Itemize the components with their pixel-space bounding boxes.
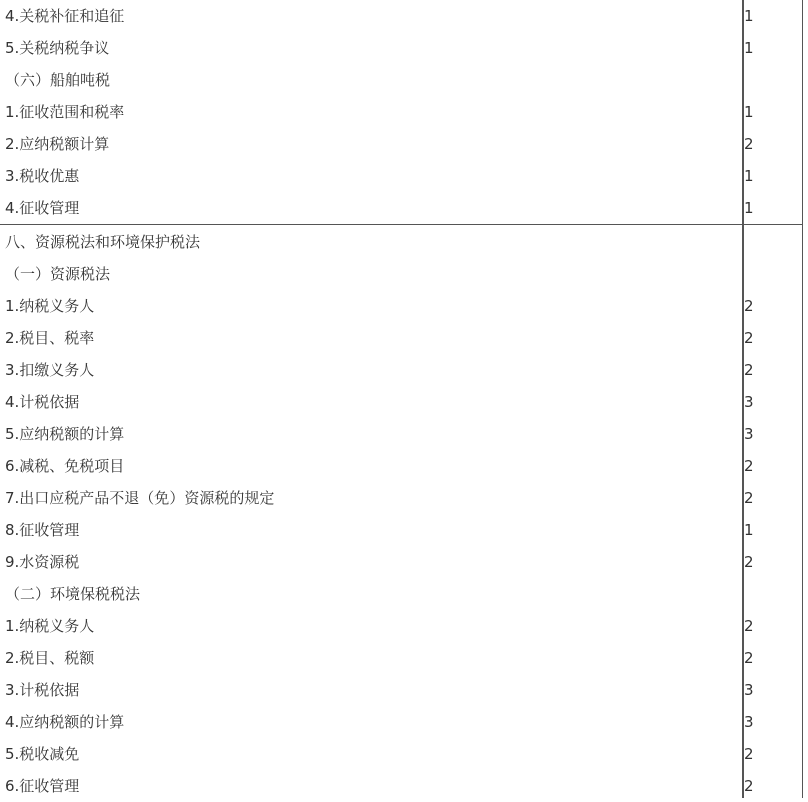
table-row xyxy=(0,0,808,32)
hours-cell: 3 xyxy=(744,425,754,443)
table-row xyxy=(0,354,808,386)
hours-cell: 2 xyxy=(744,745,754,763)
table-row xyxy=(0,64,808,96)
table-row xyxy=(0,674,808,706)
topic-cell: 5.应纳税额的计算 xyxy=(5,425,125,443)
table-row xyxy=(0,738,808,770)
topic-cell: （一）资源税法 xyxy=(5,265,111,283)
topic-cell: 1.纳税义务人 xyxy=(5,297,95,315)
table-row xyxy=(0,514,808,546)
table-row xyxy=(0,290,808,322)
table-row xyxy=(0,386,808,418)
topic-cell: 7.出口应税产品不退（免）资源税的规定 xyxy=(5,489,275,507)
table-row xyxy=(0,770,808,802)
hours-cell: 1 xyxy=(744,7,754,25)
topic-cell: 6.征收管理 xyxy=(5,777,80,795)
hours-cell: 3 xyxy=(744,681,754,699)
topic-cell: （二）环境保税税法 xyxy=(5,585,141,603)
hours-cell: 1 xyxy=(744,103,754,121)
topic-cell: 3.扣缴义务人 xyxy=(5,361,95,379)
table-row xyxy=(0,96,808,128)
hours-cell: 2 xyxy=(744,617,754,635)
hours-cell: 1 xyxy=(744,167,754,185)
table-row xyxy=(0,546,808,578)
topic-cell: 5.关税纳税争议 xyxy=(5,39,110,57)
table-row xyxy=(0,578,808,610)
hours-cell: 1 xyxy=(744,521,754,539)
table-row xyxy=(0,642,808,674)
hours-cell: 2 xyxy=(744,777,754,795)
topic-cell: 6.减税、免税项目 xyxy=(5,457,125,475)
hours-cell: 2 xyxy=(744,457,754,475)
topic-cell: 8.征收管理 xyxy=(5,521,80,539)
topic-cell: 5.税收减免 xyxy=(5,745,80,763)
hours-cell: 2 xyxy=(744,297,754,315)
hours-cell: 2 xyxy=(744,553,754,571)
table-row xyxy=(0,192,808,224)
table-row xyxy=(0,610,808,642)
table-row xyxy=(0,482,808,514)
table-row xyxy=(0,258,808,290)
hours-cell: 2 xyxy=(744,489,754,507)
table-row xyxy=(0,226,808,258)
topic-cell: （六）船舶吨税 xyxy=(5,71,111,89)
topic-cell: 八、资源税法和环境保护税法 xyxy=(5,233,201,251)
hours-cell: 3 xyxy=(744,393,754,411)
hours-cell: 1 xyxy=(744,199,754,217)
topic-cell: 3.计税依据 xyxy=(5,681,80,699)
table-row xyxy=(0,32,808,64)
table-row xyxy=(0,450,808,482)
topic-cell: 2.税目、税率 xyxy=(5,329,95,347)
topic-cell: 2.应纳税额计算 xyxy=(5,135,110,153)
hours-cell: 2 xyxy=(744,135,754,153)
hours-cell: 2 xyxy=(744,329,754,347)
topic-cell: 1.纳税义务人 xyxy=(5,617,95,635)
topic-cell: 9.水资源税 xyxy=(5,553,80,571)
topic-cell: 4.关税补征和追征 xyxy=(5,7,125,25)
section-divider-line xyxy=(0,224,803,225)
topic-cell: 4.征收管理 xyxy=(5,199,80,217)
table-row xyxy=(0,418,808,450)
topic-cell: 3.税收优惠 xyxy=(5,167,80,185)
table-row xyxy=(0,160,808,192)
hours-cell: 2 xyxy=(744,649,754,667)
table-row xyxy=(0,128,808,160)
hours-cell: 3 xyxy=(744,713,754,731)
table-row xyxy=(0,706,808,738)
table-row xyxy=(0,322,808,354)
topic-cell: 4.应纳税额的计算 xyxy=(5,713,125,731)
hours-cell: 2 xyxy=(744,361,754,379)
hours-cell: 1 xyxy=(744,39,754,57)
topic-cell: 1.征收范围和税率 xyxy=(5,103,125,121)
topic-cell: 2.税目、税额 xyxy=(5,649,95,667)
topic-cell: 4.计税依据 xyxy=(5,393,80,411)
